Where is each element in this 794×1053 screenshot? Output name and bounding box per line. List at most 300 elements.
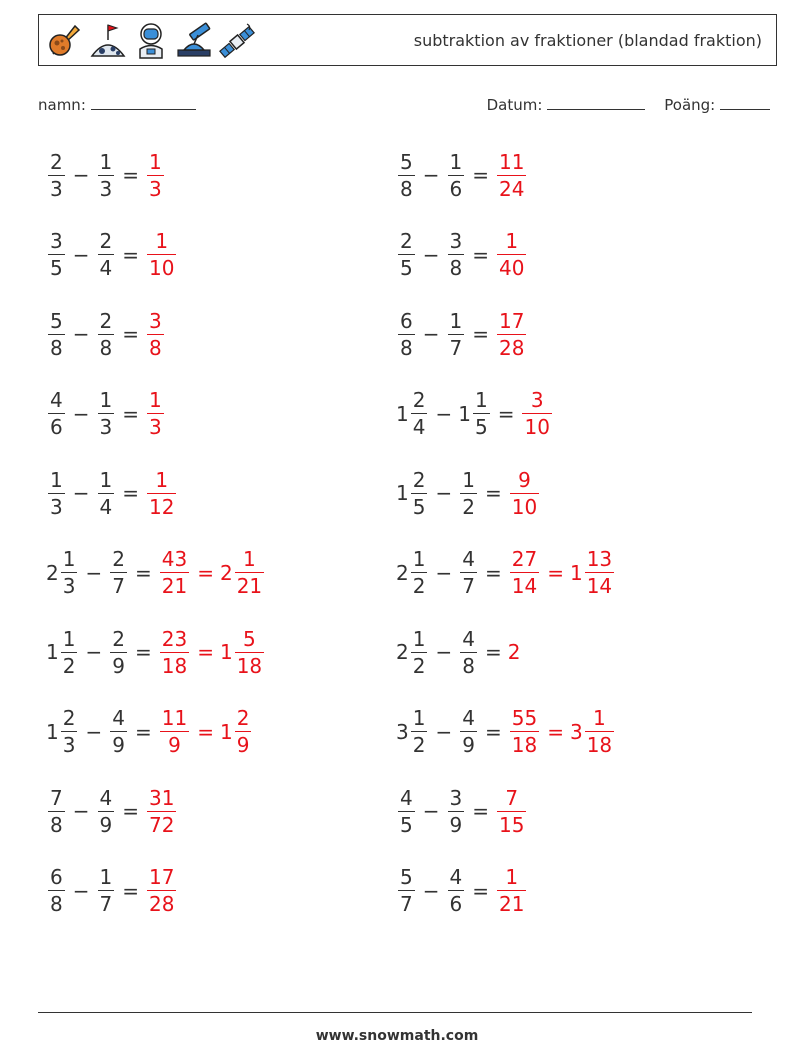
subtrahend-denominator: 2 [462, 494, 475, 519]
subtrahend-denominator: 8 [462, 653, 475, 678]
subtrahend-fraction [98, 387, 115, 440]
minuend-whole: 1 [46, 719, 59, 744]
mixed-answer-numerator: 2 [236, 706, 250, 730]
answer [145, 308, 166, 361]
answer [145, 785, 178, 838]
subtrahend-fraction [448, 308, 465, 361]
minuend-fraction [411, 387, 428, 440]
subtrahend-numerator: 4 [462, 547, 475, 571]
answer-numerator: 23 [161, 626, 188, 651]
subtrahend-fraction [460, 467, 477, 520]
minuend-numerator: 1 [412, 547, 426, 571]
answer-denominator: 28 [499, 335, 525, 360]
minuend-numerator: 3 [50, 229, 63, 253]
equals-sign: = [197, 560, 214, 585]
problem-row [396, 384, 554, 444]
subtrahend-denominator: 4 [99, 494, 113, 519]
minuend-denominator: 2 [412, 653, 426, 678]
mixed-answer-fraction [235, 705, 252, 758]
problem-row [46, 463, 178, 523]
minuend-denominator: 8 [400, 335, 413, 360]
answer-numerator: 11 [499, 149, 525, 174]
minus-sign: − [72, 163, 90, 187]
subtrahend-denominator: 8 [449, 256, 463, 280]
answer [145, 864, 178, 917]
date-score-fields [487, 95, 770, 114]
minuend-denominator: 5 [50, 256, 63, 280]
equals-sign: = [472, 163, 489, 187]
answer-fraction [160, 626, 189, 679]
minus-sign: − [72, 242, 90, 267]
minuend-denominator: 2 [412, 574, 426, 598]
minuend-numerator: 5 [400, 149, 413, 174]
minus-sign: − [85, 560, 103, 585]
equals-sign: = [472, 322, 489, 346]
minuend-fraction [398, 785, 415, 838]
equals-sign: = [484, 481, 502, 505]
minuend-numerator: 1 [62, 626, 76, 651]
problem-row [46, 225, 178, 285]
minus-sign: − [435, 719, 453, 744]
subtrahend-fraction [110, 626, 127, 679]
subtrahend-denominator: 8 [99, 335, 113, 360]
subtrahend-numerator: 2 [99, 308, 113, 333]
answer-denominator: 14 [511, 574, 538, 598]
answer-denominator: 10 [511, 494, 538, 519]
subtrahend-denominator: 9 [449, 812, 463, 837]
answer-numerator: 1 [155, 467, 169, 492]
problem-row [396, 543, 616, 603]
minus-sign: − [422, 322, 440, 346]
minuend-numerator: 5 [400, 865, 413, 889]
subtrahend-numerator: 1 [449, 149, 463, 174]
mixed-answer-numerator: 13 [586, 547, 613, 571]
mixed-answer-fraction [235, 626, 264, 679]
minus-sign: − [72, 481, 90, 505]
subtrahend-denominator: 3 [99, 176, 113, 201]
name-field [38, 95, 196, 114]
minuend-whole: 1 [46, 640, 59, 664]
subtrahend-numerator: 4 [99, 785, 113, 810]
minuend-fraction [48, 467, 65, 520]
problem-row [46, 145, 166, 205]
problem-row [46, 861, 178, 921]
footer-divider [38, 1012, 752, 1013]
subtrahend-denominator: 9 [99, 812, 113, 837]
answer-numerator: 1 [505, 865, 519, 889]
answer-fraction [510, 546, 539, 599]
minuend-fraction [48, 308, 65, 361]
subtrahend-denominator: 4 [99, 256, 113, 280]
minuend-fraction [48, 785, 65, 838]
minuend-whole: 2 [396, 560, 409, 585]
subtrahend-fraction [110, 546, 127, 599]
minuend-fraction [398, 149, 415, 202]
problem-row [46, 702, 253, 762]
minuend-numerator: 7 [50, 785, 63, 810]
subtrahend-denominator: 7 [112, 574, 125, 598]
minuend-numerator: 1 [50, 467, 63, 492]
answer-fraction [160, 705, 189, 758]
minuend-denominator: 3 [62, 574, 76, 598]
minuend-numerator: 4 [50, 388, 63, 412]
mixed-answer-fraction [585, 705, 614, 758]
minuend-whole: 3 [396, 719, 409, 744]
answer [495, 149, 528, 202]
subtrahend-numerator: 4 [462, 626, 475, 651]
answer-fraction [497, 864, 526, 917]
answer-denominator: 9 [168, 733, 181, 757]
minus-sign: − [435, 481, 453, 505]
answer-fraction [147, 308, 164, 361]
answer-denominator: 3 [149, 176, 162, 201]
subtrahend-fraction [448, 785, 465, 838]
minus-sign: − [422, 163, 440, 187]
answer-denominator: 18 [161, 653, 188, 678]
equals-sign: = [134, 719, 152, 744]
minuend-numerator: 2 [50, 149, 63, 174]
mixed-answer-numerator: 5 [243, 626, 256, 651]
equals-sign: = [484, 560, 502, 585]
answer-denominator: 24 [499, 176, 525, 201]
minuend-whole: 1 [396, 401, 409, 426]
minuend-fraction [411, 467, 428, 520]
problem-row [46, 622, 266, 682]
answer [145, 467, 178, 520]
equals-sign: = [122, 322, 139, 346]
name-label: namn: [38, 96, 86, 114]
minuend-numerator: 1 [412, 706, 426, 730]
worksheet-title: subtraktion av fraktioner (blandad fraktion) [413, 31, 762, 50]
minuend-numerator: 2 [412, 388, 426, 412]
answer [145, 149, 166, 202]
answer-fraction [497, 785, 526, 838]
minus-sign: − [422, 878, 440, 903]
minus-sign: − [85, 640, 103, 664]
subtrahend-numerator: 3 [449, 785, 463, 810]
answer-fraction [147, 785, 176, 838]
answer [158, 705, 254, 758]
minuend-numerator: 5 [50, 308, 63, 333]
answer [508, 546, 616, 599]
minuend-numerator: 1 [412, 626, 426, 651]
minuend-denominator: 8 [400, 176, 413, 201]
subtrahend-fraction [98, 467, 115, 520]
problem-row [396, 304, 528, 364]
answer-fraction [147, 864, 176, 917]
minus-sign: − [72, 799, 90, 823]
answer-denominator: 40 [499, 256, 525, 280]
minuend-fraction [61, 705, 78, 758]
answer-denominator: 21 [499, 892, 525, 916]
answer-denominator: 15 [499, 812, 525, 837]
answer-denominator: 8 [149, 335, 162, 360]
problem-row [396, 225, 528, 285]
minus-sign: − [85, 719, 103, 744]
subtrahend-whole: 1 [458, 401, 471, 426]
subtrahend-denominator: 7 [449, 335, 463, 360]
subtrahend-numerator: 2 [99, 229, 113, 253]
date-label: Datum: [486, 96, 543, 114]
problem-row [396, 861, 528, 921]
answer-fraction [147, 467, 176, 520]
minuend-numerator: 6 [50, 865, 63, 889]
answer-denominator: 10 [524, 415, 550, 439]
answer-numerator: 17 [499, 308, 525, 333]
subtrahend-numerator: 4 [462, 706, 475, 730]
answer [145, 228, 178, 281]
subtrahend-denominator: 6 [449, 176, 463, 201]
minuend-denominator: 4 [412, 415, 426, 439]
minus-sign: − [72, 878, 90, 903]
minuend-fraction [398, 864, 415, 917]
subtrahend-denominator: 9 [462, 733, 475, 757]
answer-fraction [147, 228, 176, 281]
minus-sign: − [72, 322, 90, 346]
problem-row [396, 702, 616, 762]
score-line[interactable] [720, 95, 770, 110]
minuend-denominator: 8 [50, 892, 63, 916]
answer-numerator: 1 [149, 388, 162, 412]
minuend-denominator: 2 [412, 733, 426, 757]
answer-numerator: 31 [149, 785, 175, 810]
minuend-denominator: 3 [50, 494, 63, 519]
minuend-denominator: 5 [400, 256, 413, 280]
minuend-denominator: 3 [50, 176, 63, 201]
answer-fraction [147, 387, 164, 440]
subtrahend-fraction [460, 626, 477, 679]
answer [520, 387, 553, 440]
date-line[interactable] [547, 95, 645, 110]
minuend-fraction [398, 228, 415, 281]
minuend-fraction [411, 546, 428, 599]
equals-sign: = [122, 163, 139, 187]
minuend-denominator: 5 [400, 812, 413, 837]
problem-row [396, 145, 528, 205]
subtrahend-denominator: 6 [449, 892, 463, 916]
subtrahend-denominator: 9 [112, 733, 125, 757]
answer-numerator: 27 [511, 547, 538, 571]
equals-sign: = [134, 560, 152, 585]
answer-fraction [160, 546, 189, 599]
subtrahend-denominator: 7 [462, 574, 475, 598]
problem-row [396, 463, 541, 523]
answer [145, 387, 166, 440]
equals-sign: = [472, 242, 489, 267]
minuend-numerator: 1 [62, 547, 76, 571]
answer [495, 864, 528, 917]
answer-fraction [147, 149, 164, 202]
minuend-numerator: 2 [62, 706, 76, 730]
equals-sign: = [497, 401, 515, 426]
answer [508, 705, 616, 758]
answer-numerator: 9 [518, 467, 531, 492]
answer-numerator: 7 [505, 785, 519, 810]
asteroid-icon [45, 20, 85, 60]
answer-denominator: 28 [149, 892, 175, 916]
subtrahend-numerator: 1 [462, 467, 475, 492]
answer-denominator: 12 [149, 494, 175, 519]
mixed-answer-whole: 1 [569, 560, 583, 585]
equals-sign: = [197, 640, 214, 664]
answer-whole: 2 [507, 640, 521, 664]
answer-numerator: 3 [149, 308, 162, 333]
equals-sign: = [134, 640, 152, 664]
subtrahend-numerator: 1 [449, 308, 463, 333]
subtrahend-denominator: 7 [99, 892, 113, 916]
answer-numerator: 17 [149, 865, 175, 889]
problem-row [396, 781, 528, 841]
answer-fraction [510, 467, 539, 520]
equals-sign: = [122, 242, 139, 267]
subtrahend-numerator: 1 [99, 149, 113, 174]
subtrahend-denominator: 3 [99, 415, 113, 439]
answer-denominator: 18 [511, 733, 538, 757]
footer-site: www.snowmath.com [315, 1028, 479, 1044]
problem-row [396, 622, 520, 682]
answer [158, 626, 266, 679]
equals-sign: = [197, 719, 214, 744]
subtrahend-numerator: 4 [449, 865, 463, 889]
answer-numerator: 43 [161, 547, 188, 571]
mixed-answer-denominator: 9 [236, 733, 250, 757]
answer-numerator: 55 [511, 706, 538, 730]
mixed-answer-denominator: 14 [586, 574, 613, 598]
minuend-fraction [61, 546, 78, 599]
equals-sign: = [472, 878, 489, 903]
problem-row [46, 781, 178, 841]
mixed-answer-numerator: 1 [593, 706, 606, 730]
minuend-fraction [48, 228, 65, 281]
answer [495, 785, 528, 838]
subtrahend-numerator: 1 [99, 865, 113, 889]
equals-sign: = [122, 878, 139, 903]
subtrahend-fraction [98, 308, 115, 361]
minuend-denominator: 5 [412, 494, 426, 519]
equals-sign: = [484, 640, 502, 664]
subtrahend-denominator: 5 [474, 415, 488, 439]
minuend-denominator: 8 [50, 335, 63, 360]
minuend-fraction [48, 387, 65, 440]
subtrahend-fraction [98, 228, 115, 281]
equals-sign: = [122, 481, 139, 505]
answer [158, 546, 266, 599]
subtrahend-fraction [460, 546, 477, 599]
mixed-answer-whole: 3 [569, 719, 583, 744]
answer-denominator: 10 [149, 256, 175, 280]
moon-flag-icon [88, 20, 128, 60]
answer [508, 467, 541, 520]
subtrahend-fraction [110, 705, 127, 758]
mixed-answer-fraction [235, 546, 264, 599]
mixed-answer-whole: 1 [219, 719, 233, 744]
answer-fraction [497, 308, 526, 361]
answer-fraction [497, 228, 526, 281]
answer [508, 640, 521, 664]
minuend-fraction [411, 626, 428, 679]
subtrahend-numerator: 3 [449, 229, 463, 253]
minus-sign: − [72, 401, 90, 426]
minuend-numerator: 4 [400, 785, 413, 810]
answer-numerator: 1 [155, 229, 169, 253]
mixed-answer-fraction [585, 546, 614, 599]
minuend-fraction [411, 705, 428, 758]
header-icons [45, 20, 257, 60]
minuend-fraction [398, 308, 415, 361]
subtrahend-fraction [448, 228, 465, 281]
minuend-denominator: 8 [50, 812, 63, 837]
equals-sign: = [122, 401, 139, 426]
answer-denominator: 21 [161, 574, 188, 598]
minuend-fraction [48, 864, 65, 917]
minuend-numerator: 2 [400, 229, 413, 253]
subtrahend-numerator: 1 [474, 388, 488, 412]
mixed-answer-whole: 1 [219, 640, 233, 664]
subtrahend-numerator: 2 [112, 626, 125, 651]
name-line[interactable] [91, 95, 196, 110]
problem-row [46, 384, 166, 444]
minus-sign: − [435, 640, 453, 664]
subtrahend-fraction [460, 705, 477, 758]
subtrahend-numerator: 1 [99, 388, 113, 412]
equals-sign: = [122, 799, 139, 823]
mixed-answer-denominator: 18 [236, 653, 263, 678]
answer-denominator: 72 [149, 812, 175, 837]
answer-numerator: 1 [149, 149, 162, 174]
subtrahend-fraction [98, 864, 115, 917]
header-box [38, 14, 777, 66]
minuend-whole: 1 [396, 481, 409, 505]
astronaut-icon [131, 20, 171, 60]
equals-sign: = [547, 560, 564, 585]
answer-denominator: 3 [149, 415, 162, 439]
problem-row [46, 543, 266, 603]
equals-sign: = [484, 719, 502, 744]
mixed-answer-denominator: 18 [586, 733, 613, 757]
minuend-whole: 2 [396, 640, 409, 664]
minuend-fraction [61, 626, 78, 679]
answer-fraction [522, 387, 551, 440]
minuend-denominator: 6 [50, 415, 63, 439]
mixed-answer-numerator: 1 [243, 547, 256, 571]
minus-sign: − [435, 401, 453, 426]
answer [495, 228, 528, 281]
subtrahend-numerator: 4 [112, 706, 125, 730]
subtrahend-numerator: 2 [112, 547, 125, 571]
subtrahend-fraction [98, 149, 115, 202]
minuend-numerator: 2 [412, 467, 426, 492]
answer-numerator: 1 [505, 229, 519, 253]
subtrahend-fraction [448, 149, 465, 202]
satellite-icon [217, 20, 257, 60]
telescope-icon [174, 20, 214, 60]
subtrahend-fraction [448, 864, 465, 917]
minus-sign: − [422, 799, 440, 823]
answer-numerator: 11 [161, 706, 188, 730]
minus-sign: − [422, 242, 440, 267]
subtrahend-denominator: 9 [112, 653, 125, 678]
minuend-numerator: 6 [400, 308, 413, 333]
equals-sign: = [472, 799, 489, 823]
answer-fraction [497, 149, 526, 202]
answer-fraction [510, 705, 539, 758]
minuend-denominator: 7 [400, 892, 413, 916]
mixed-answer-whole: 2 [219, 560, 233, 585]
answer-numerator: 3 [530, 388, 544, 412]
problem-row [46, 304, 166, 364]
score-label: Poäng: [664, 96, 716, 114]
minuend-whole: 2 [46, 560, 59, 585]
